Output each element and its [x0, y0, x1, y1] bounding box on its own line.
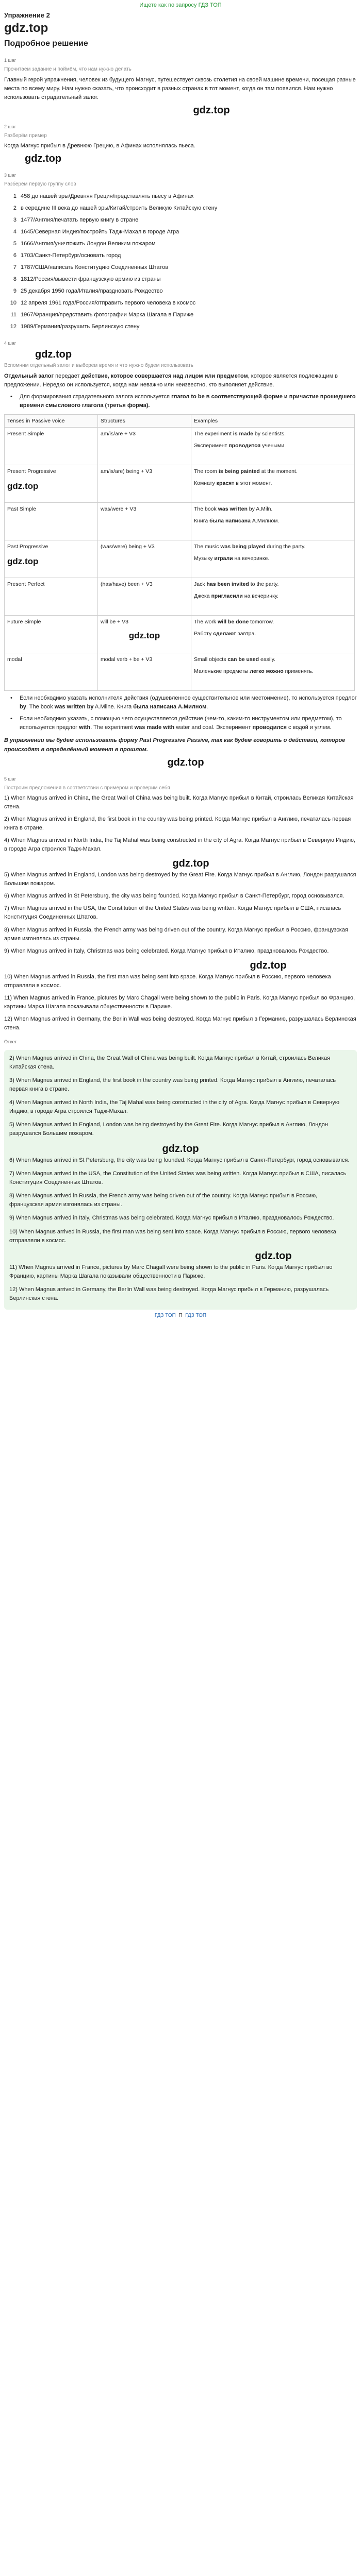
- text-span: с водой и углем.: [286, 724, 332, 731]
- answer-item: 5) When Magnus arrived in England, London was being destroyed by the Great Fire. Когда Магнус прибыл в Англию, Лондон разрушался Большим пожаром.: [9, 1122, 328, 1137]
- structure-text: (was/were) being + V3: [101, 544, 155, 550]
- example-text: at the moment.: [259, 468, 298, 475]
- tense-name: modal: [7, 656, 22, 663]
- list-text: 1989/Германия/разрушить Берлинскую стену: [21, 324, 140, 330]
- list-number: 4: [13, 228, 17, 235]
- example-ru: [194, 667, 352, 675]
- term-definition: действие, которое совершается над лицом или предметом: [81, 372, 248, 379]
- watermark: gdz.top: [255, 1250, 292, 1262]
- example-keyword: пригласили: [211, 592, 243, 599]
- answer-item: 8) When Magnus arrived in Russia, the French army was being driven out of the country. Когда Магнус прибыл в Россию, французская армия изгонялась из страны.: [9, 1193, 318, 1208]
- example-cell: [191, 653, 355, 691]
- example-cell: [191, 540, 355, 578]
- example-ru: [194, 517, 352, 525]
- example-en: [194, 580, 352, 588]
- list-number: 5: [13, 241, 17, 247]
- example-text: А.Милном.: [251, 517, 280, 524]
- search-banner[interactable]: Ищете как по запросу ГДЗ ТОП: [139, 2, 222, 8]
- step-1-label: 1 шаг: [4, 58, 17, 63]
- table-header: Examples: [191, 415, 355, 428]
- sentence-item: 7) When Magnus arrived in the USA, the Constitution of the United States was being written. Когда Магнус прибыл в США, писалась Конституция Соединенных Штатов.: [4, 905, 341, 921]
- example-text: применять.: [283, 668, 314, 674]
- term-ru: была написана А.Милном: [133, 704, 207, 710]
- tense-cell: [5, 503, 98, 540]
- example-keyword: was being played: [220, 544, 266, 550]
- example-text: The room: [194, 468, 219, 475]
- sentence-item: 8) When Magnus arrived in Russia, the French army was being driven out of the country. Когда Магнус прибыл в Россию, французская армия изгонялась из страны.: [4, 926, 348, 942]
- list-text: 1645/Северная Индия/постройть Тадж-Махал в городе Агра: [21, 228, 179, 235]
- brand-logo: gdz.top: [4, 21, 48, 36]
- text-span: Для формирования страдательного залога используется: [20, 393, 172, 400]
- example-text: Маленькие предметы: [194, 668, 250, 674]
- sentence-item: 5) When Magnus arrived in England, London was being destroyed by the Great Fire. Когда Магнус прибыл в Англию, Лондон разрушался Большим пожаром.: [4, 872, 356, 887]
- step-4-label: 4 шаг: [4, 341, 17, 346]
- step-4-hint: Вспомним отдельный залог и выберем время и что нужно будем использовать: [4, 363, 194, 369]
- bullet-icon: •: [10, 716, 12, 722]
- list-item: [4, 262, 357, 274]
- step-2-hint: Разберём пример: [4, 132, 47, 139]
- table-row: [5, 465, 355, 503]
- structure-text: am/is/are + V3: [101, 431, 136, 437]
- sentence-item: 10) When Magnus arrived in Russia, the first man was being sent into space. Когда Магнус прибыл в Россию, первого человека отправляли в космос.: [4, 973, 331, 989]
- list-text: 1967/Франция/представить фотографии Марка Шагала в Париже: [21, 312, 194, 318]
- watermark: gdz.top: [193, 104, 230, 116]
- tense-cell: [5, 578, 98, 616]
- text-span: передает: [54, 372, 81, 379]
- example-ru: [194, 592, 352, 600]
- example-cell: [191, 465, 355, 503]
- answer-item: 6) When Magnus arrived in St Petersburg, the city was being founded. Когда Магнус прибыл в Санкт-Петербург, город основывался.: [9, 1157, 350, 1164]
- tense-name: Future Simple: [7, 619, 41, 625]
- tense-name: Present Perfect: [7, 581, 45, 588]
- footer-nav: [4, 1312, 357, 1320]
- list-item: [4, 226, 357, 238]
- example-en: [194, 618, 352, 626]
- example-text: Работу: [194, 630, 214, 637]
- structure-text: modal verb + be + V3: [101, 656, 153, 663]
- watermark: gdz.top: [7, 481, 39, 491]
- table-body: [5, 428, 355, 691]
- term-ru: проводился: [252, 724, 287, 731]
- step-3-label: 3 шаг: [4, 173, 17, 178]
- example-ru: [194, 630, 352, 638]
- list-text: 1787/США/написать Конституцию Соединенных Штатов: [21, 264, 169, 271]
- bullet-icon: •: [10, 393, 12, 400]
- list-number: 12: [10, 324, 17, 330]
- tense-cell: [5, 465, 98, 503]
- example-keyword: сделают: [213, 630, 236, 637]
- list-number: 3: [13, 216, 17, 223]
- example-cell: [191, 428, 355, 465]
- term-passive: Отдельный залог: [4, 372, 54, 379]
- example-text: by A.Miln.: [247, 506, 273, 513]
- example-keyword: was written: [218, 506, 248, 513]
- example-en: [194, 655, 352, 664]
- example-text: by scientists.: [253, 431, 286, 437]
- step-2-label: 2 шаг: [4, 124, 17, 129]
- watermark: gdz.top: [7, 556, 39, 566]
- example-text: учеными.: [260, 442, 286, 449]
- example-keyword: проводится: [228, 442, 261, 449]
- example-text: to the party.: [249, 581, 279, 588]
- list-item: [4, 214, 357, 226]
- text-span: water and coal. Эксперимент: [174, 724, 253, 731]
- structure-cell: [98, 503, 191, 540]
- intro-paragraph: Главный герой упражнения, человек из будущего Магнус, путешествует сквозь столетия на своей машине времени, посещая разные места по всему миру. Нам нужно сказать, что происходит в разных странах в тот момент, когда он там появился. Нам нужно использовать страдательный залог.: [4, 76, 356, 100]
- watermark: gdz.top: [167, 756, 204, 768]
- example-text: The experiment: [194, 431, 233, 437]
- table-row: [5, 653, 355, 691]
- table-row: [5, 503, 355, 540]
- example-keyword: has been invited: [206, 581, 249, 588]
- sentence-item: 1) When Magnus arrived in China, the Great Wall of China was being built. Когда Магнус прибыл в Китай, строилась Великая Китайская стена.: [4, 795, 354, 810]
- list-text: 1703/Санкт-Петербург/основать город: [21, 252, 121, 259]
- example-text: Джека: [194, 592, 211, 599]
- list-item: [4, 202, 357, 214]
- text-span: Если необходимо указать, с помощью чего осуществляется действие (чем-то, каким-то инструментом или предметом), то используется предлог: [20, 716, 342, 731]
- step-5-hint: Построим предложения в соответствии с примером и проверим себя: [4, 785, 170, 791]
- structure-cell: [98, 578, 191, 616]
- list-item: [4, 309, 357, 321]
- text-span: A.Milne. Книга: [93, 704, 134, 710]
- watermark: gdz.top: [128, 630, 160, 640]
- list-item: [4, 285, 357, 297]
- tense-name: Present Progressive: [7, 468, 56, 475]
- example-en: [194, 467, 352, 476]
- example-ru: [194, 479, 352, 487]
- list-item: [4, 238, 357, 250]
- table-row: [5, 578, 355, 616]
- example-text: The book: [194, 506, 218, 513]
- example-text: Эксперимент: [194, 442, 229, 449]
- sentence-item: 2) When Magnus arrived in England, the first book in the country was being printed. Когда Магнус прибыл в Англию, печаталась первая книга в стране.: [4, 816, 351, 832]
- tense-cell: [5, 653, 98, 691]
- answer-box: [4, 1050, 357, 1310]
- list-number: 6: [13, 252, 17, 259]
- exercise-title: Упражнение 2: [4, 11, 50, 19]
- events-list: [4, 191, 357, 333]
- answer-item: 11) When Magnus arrived in France, pictures by Marc Chagall were being shown to the public in Paris. Когда Магнус прибыл во Францию, картины Марка Шагала показывали общественности в Париже.: [9, 1264, 333, 1279]
- example-text: Jack: [194, 581, 207, 588]
- sentences-list: [4, 794, 357, 1032]
- structure-cell: [98, 428, 191, 465]
- footer-separator: П: [178, 1312, 183, 1318]
- tense-cell: [5, 428, 98, 465]
- sentence-item: 11) When Magnus arrived in France, pictures by Marc Chagall were being shown to the public in Paris. Когда Магнус прибыл во Францию, картины Марка Шагала показывали общественности в Париже.: [4, 994, 355, 1010]
- example-ru: [194, 442, 352, 450]
- tense-name: Past Progressive: [7, 544, 48, 550]
- list-text: 12 апреля 1961 года/Россия/отправить первого человека в космос: [21, 300, 196, 307]
- text-span: , которое является подлежащим в предложении. Нередко он используется, когда нам неважно или неизвестно, кто выполняет действие.: [4, 372, 338, 388]
- table-header: Tenses in Passive voice: [5, 415, 98, 428]
- bullet-by: [4, 694, 357, 711]
- structure-text: (has/have) been + V3: [101, 581, 153, 588]
- structure-text: was/were + V3: [101, 506, 137, 513]
- example-text: Книга: [194, 517, 210, 524]
- example-keyword: will be done: [218, 619, 249, 625]
- answer-item: 7) When Magnus arrived in the USA, the Constitution of the United States was being written. Когда Магнус прибыл в США, писалась Конституция Соединенных Штатов.: [9, 1171, 347, 1186]
- list-text: 1666/Англия/уничтожить Лондон Великим пожаром: [21, 241, 156, 247]
- example-cell: [191, 578, 355, 616]
- table-row: [5, 616, 355, 653]
- answer-item: 9) When Magnus arrived in Italy, Christmas was being celebrated. Когда Магнус прибыл в Италию, праздновалось Рождество.: [9, 1215, 334, 1222]
- example-keyword: красят: [216, 480, 235, 486]
- table-header-row: [5, 415, 355, 428]
- example-text: Комнату: [194, 480, 217, 486]
- watermark: gdz.top: [25, 153, 62, 165]
- text-span: . The book: [26, 704, 55, 710]
- tense-name: Past Simple: [7, 506, 37, 513]
- watermark: gdz.top: [162, 1143, 199, 1155]
- list-number: 8: [13, 276, 17, 283]
- table-header: Structures: [98, 415, 191, 428]
- solution-heading: Подробное решение: [4, 39, 88, 48]
- text-span: . The experiment: [90, 724, 135, 731]
- example-text: Музыку: [194, 555, 215, 562]
- tense-cell: [5, 540, 98, 578]
- table-row: [5, 540, 355, 578]
- list-text: 1477/Англия/печатать первую книгу в стране: [21, 216, 139, 223]
- answer-item: 12) When Magnus arrived in Germany, the Berlin Wall was being destroyed. Когда Магнус прибыл в Германию, разрушалась Берлинская стена.: [9, 1286, 329, 1301]
- sentence-item: 6) When Magnus arrived in St Petersburg, the city was being founded. Когда Магнус прибыл в Санкт-Петербург, город основывался.: [4, 893, 344, 900]
- example-text: Small objects: [194, 656, 228, 663]
- bullet-with: [4, 715, 357, 732]
- structure-cell: [98, 465, 191, 503]
- list-number: 11: [10, 312, 17, 318]
- table-row: [5, 428, 355, 465]
- list-text: 1812/Россия/вывести французскую армию из страны: [21, 276, 161, 283]
- step-5-label: 5 шаг: [4, 776, 17, 782]
- answer-label: Ответ: [4, 1039, 17, 1044]
- sentence-item: 9) When Magnus arrived in Italy, Christmas was being celebrated. Когда Магнус прибыл в Италию, праздновалось Рождество.: [4, 947, 329, 954]
- term-with: with: [79, 724, 91, 731]
- tense-cell: [5, 616, 98, 653]
- term-written-by: was written by: [54, 704, 94, 710]
- example-paragraph: Когда Магнус прибыл в Древнюю Грецию, в Афинах исполнялась пьеса.: [4, 143, 195, 149]
- list-text: 458 до нашей эры/Древняя Греция/представлять пьесу в Афинах: [21, 193, 194, 199]
- structure-cell: [98, 616, 191, 653]
- example-text: easily.: [259, 656, 275, 663]
- grammar-table: [4, 414, 355, 691]
- footer-link-prev[interactable]: ГДЗ ТОП: [154, 1312, 176, 1318]
- list-item: [4, 191, 357, 202]
- list-number: 2: [13, 205, 17, 211]
- example-text: завтра.: [236, 630, 256, 637]
- list-item: [4, 297, 357, 309]
- sentence-item: 12) When Magnus arrived in Germany, the Berlin Wall was being destroyed. Когда Магнус прибыл в Германию, разрушалась Берлинская стена.: [4, 1015, 356, 1031]
- answer-item: 3) When Magnus arrived in England, the first book in the country was being printed. Когда Магнус прибыл в Англию, печаталась первая книга в стране.: [9, 1077, 336, 1093]
- structure-text: am/is/are) being + V3: [101, 468, 153, 475]
- step-1-hint: Прочитаем задание и поймём, что нам нужно делать: [4, 66, 132, 73]
- example-en: [194, 430, 352, 438]
- example-en: [194, 505, 352, 513]
- rule-paragraph: В упражнении мы будем использовать форму Past Progressive Passive, так как будем говорить о действии, которое происходят в определённый момент в прошлом.: [4, 737, 346, 753]
- watermark: gdz.top: [172, 858, 209, 870]
- list-number: 10: [10, 300, 17, 307]
- example-text: на вечеринку.: [242, 592, 278, 599]
- example-keyword: is being painted: [218, 468, 260, 475]
- example-keyword: is made: [233, 431, 253, 437]
- example-keyword: легко можно: [250, 668, 284, 674]
- step-3-hint: Разберём первую группу слов: [4, 181, 76, 188]
- tense-name: Present Simple: [7, 431, 44, 437]
- list-number: 9: [13, 288, 17, 295]
- example-text: tomorrow.: [249, 619, 274, 625]
- bullet-formation: [4, 393, 357, 410]
- footer-link-next[interactable]: ГДЗ ТОП: [185, 1312, 207, 1318]
- example-keyword: была написана: [209, 517, 251, 524]
- example-cell: [191, 503, 355, 540]
- term-formation: глагол to be в соответствующей форме и причастие прошедшего времени смыслового глагола (третья форма).: [20, 393, 356, 409]
- structure-cell: [98, 653, 191, 691]
- term-by: by: [20, 704, 26, 710]
- list-text: 25 декабря 1950 года/Италия/праздновать Рождество: [21, 288, 163, 295]
- example-text: The work: [194, 619, 218, 625]
- text-span: .: [206, 704, 208, 710]
- example-cell: [191, 616, 355, 653]
- answer-item: 10) When Magnus arrived in Russia, the first man was being sent into space. Когда Магнус прибыл в Россию, первого человека отправляли в космос.: [9, 1228, 336, 1244]
- answer-item: 4) When Magnus arrived in North India, the Taj Mahal was being constructed in the city of Agra. Когда Магнус прибыл в Северную Индию, в городе Агра строился Тадж-Махал.: [9, 1099, 340, 1115]
- structure-cell: [98, 540, 191, 578]
- text-span: Если необходимо указать исполнителя действия (одушевленное существительное или местоимение), то используется предлог: [20, 695, 357, 702]
- example-text: в этот момент.: [234, 480, 272, 486]
- example-keyword: играли: [214, 555, 233, 562]
- list-text: в середине III века до нашей эры/Китай/строить Великую Китайскую стену: [21, 205, 218, 211]
- term-made-with: was made with: [134, 724, 175, 731]
- watermark: gdz.top: [250, 959, 287, 971]
- answer-item: 2) When Magnus arrived in China, the Great Wall of China was being built. Когда Магнус прибыл в Китай, строилась Великая Китайская стена.: [9, 1055, 331, 1070]
- list-item: [4, 321, 357, 333]
- list-item: [4, 274, 357, 285]
- example-en: [194, 543, 352, 551]
- example-ru: [194, 554, 352, 563]
- example-text: на вечеринке.: [233, 555, 270, 562]
- example-keyword: can be used: [227, 656, 259, 663]
- list-number: 1: [13, 193, 17, 199]
- watermark: gdz.top: [35, 349, 72, 361]
- example-text: The music: [194, 544, 221, 550]
- bullet-icon: •: [10, 695, 12, 702]
- sentence-item: 4) When Magnus arrived in North India, the Taj Mahal was being constructed in the city of Agra. Когда Магнус прибыл в Северную Индию, в городе Агра строился Тадж-Махал.: [4, 837, 355, 853]
- example-text: during the party.: [265, 544, 306, 550]
- list-number: 7: [13, 264, 17, 271]
- theory-paragraph: [4, 372, 357, 389]
- structure-text: will be + V3: [101, 619, 128, 625]
- list-item: [4, 250, 357, 262]
